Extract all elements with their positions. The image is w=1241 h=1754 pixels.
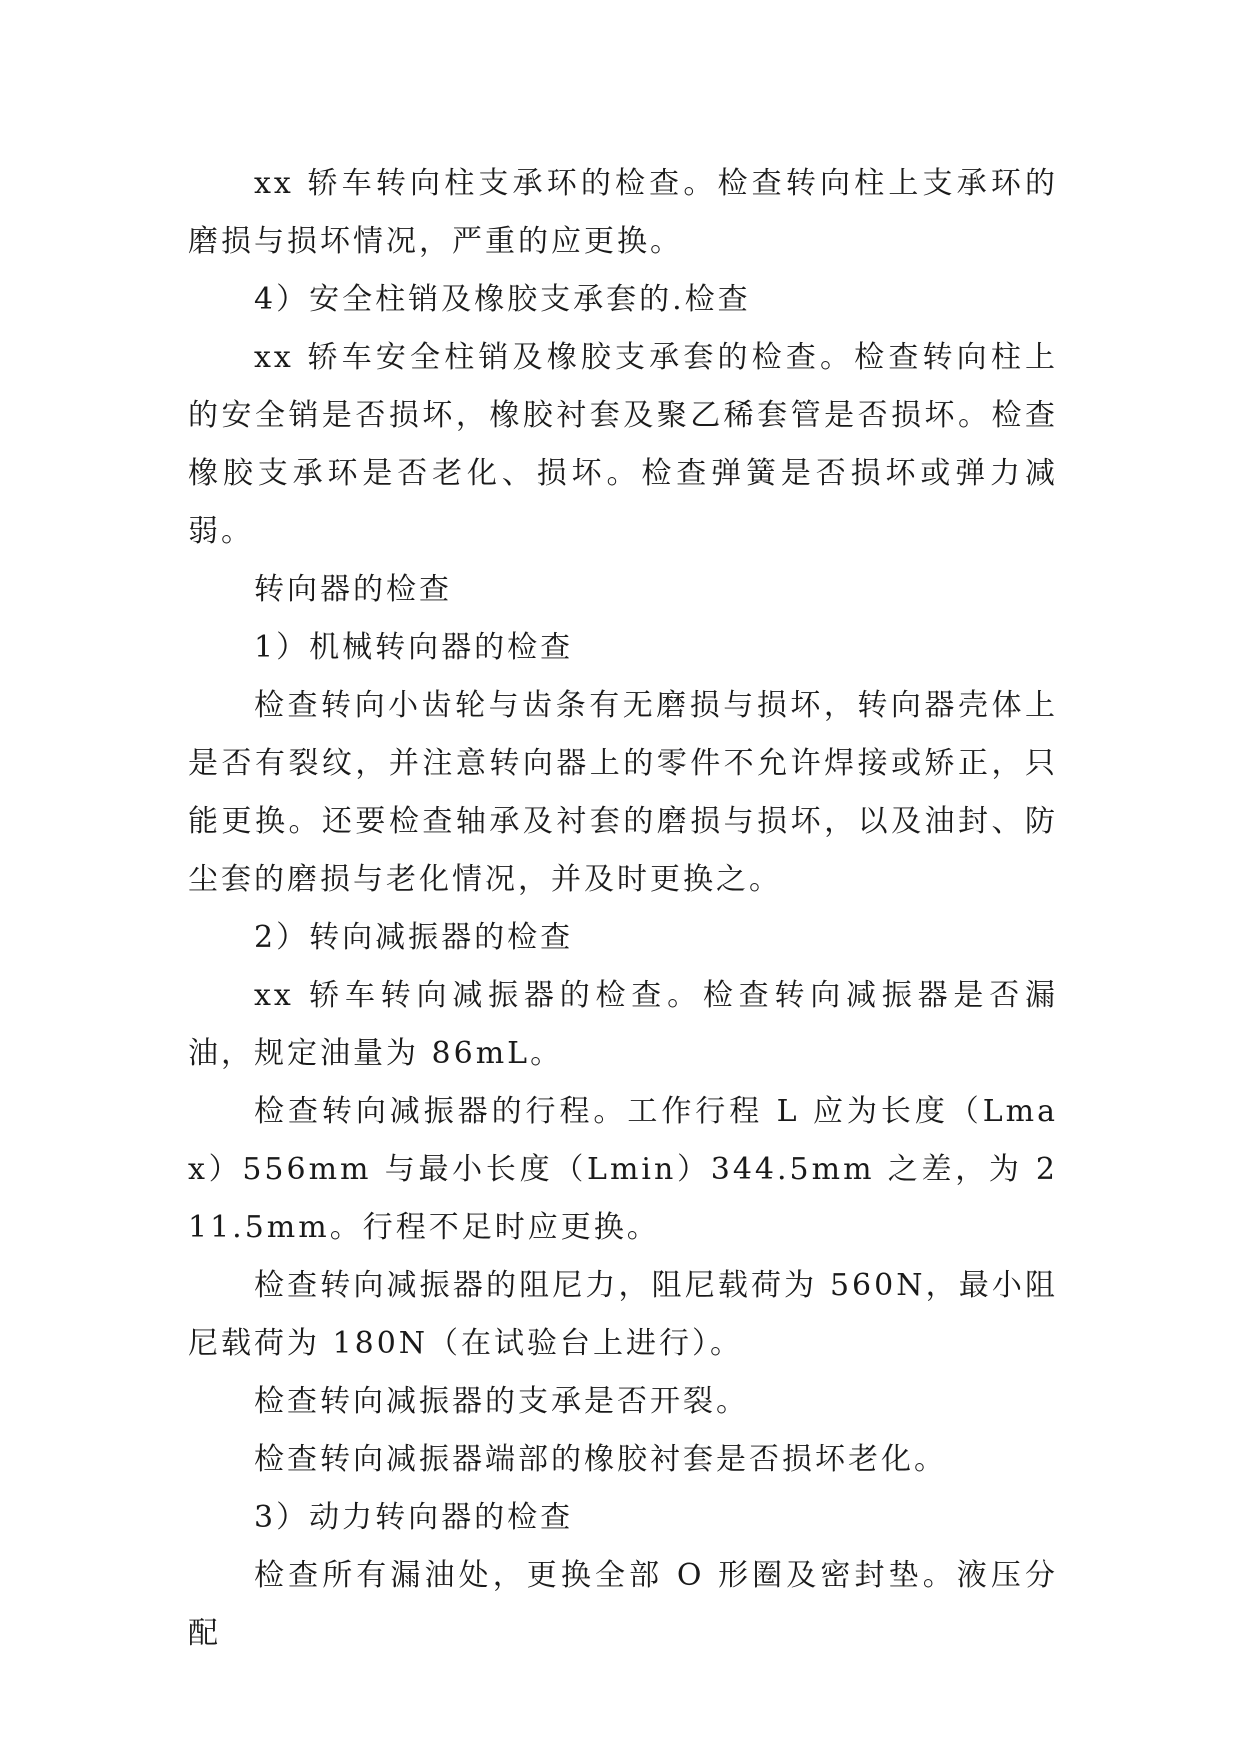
- paragraph-power-steering-check: 检查所有漏油处，更换全部 O 形圈及密封垫。液压分配: [188, 1558, 1058, 1651]
- heading-steering-damper: 2）转向减振器的检查: [254, 920, 574, 955]
- paragraph-steering-column-ring: xx 轿车转向柱支承环的检查。检查转向柱上支承环的磨损与损坏情况，严重的应更换。: [188, 166, 1058, 259]
- paragraph-mechanical-steering-check: 检查转向小齿轮与齿条有无磨损与损坏，转向器壳体上是否有裂纹，并注意转向器上的零件不允许焊接或矫正，只能更换。还要检查轴承及衬套的磨损与损坏，以及油封、防尘套的磨损与老化情况，并及时更换之。: [188, 688, 1058, 897]
- paragraph-safety-pin-check: xx 轿车安全柱销及橡胶支承套的检查。检查转向柱上的安全销是否损坏，橡胶衬套及聚乙稀套管是否损坏。检查橡胶支承环是否老化、损坏。检查弹簧是否损坏或弹力减弱。: [188, 340, 1058, 549]
- paragraph-damper-stroke-check: 检查转向减振器的行程。工作行程 L 应为长度（Lmax）556mm 与最小长度（Lmin）344.5mm 之差，为 211.5mm。行程不足时应更换。: [188, 1094, 1058, 1245]
- paragraph-damper-leak-check: xx 轿车转向减振器的检查。检查转向减振器是否漏油，规定油量为 86mL。: [188, 978, 1058, 1071]
- heading-safety-pin: 4）安全柱销及橡胶支承套的.检查: [254, 282, 751, 317]
- heading-power-steering: 3）动力转向器的检查: [254, 1500, 574, 1535]
- heading-steering-gear: 转向器的检查: [254, 572, 452, 607]
- paragraph-damper-force-check: 检查转向减振器的阻尼力，阻尼载荷为 560N，最小阻尼载荷为 180N（在试验台上进行）。: [188, 1268, 1058, 1361]
- paragraph-damper-bushing-check: 检查转向减振器端部的橡胶衬套是否损坏老化。: [254, 1442, 947, 1477]
- document-body: [188, 155, 1058, 1663]
- heading-mechanical-steering-gear: 1）机械转向器的检查: [254, 630, 574, 665]
- paragraph-damper-support-check: 检查转向减振器的支承是否开裂。: [254, 1384, 749, 1419]
